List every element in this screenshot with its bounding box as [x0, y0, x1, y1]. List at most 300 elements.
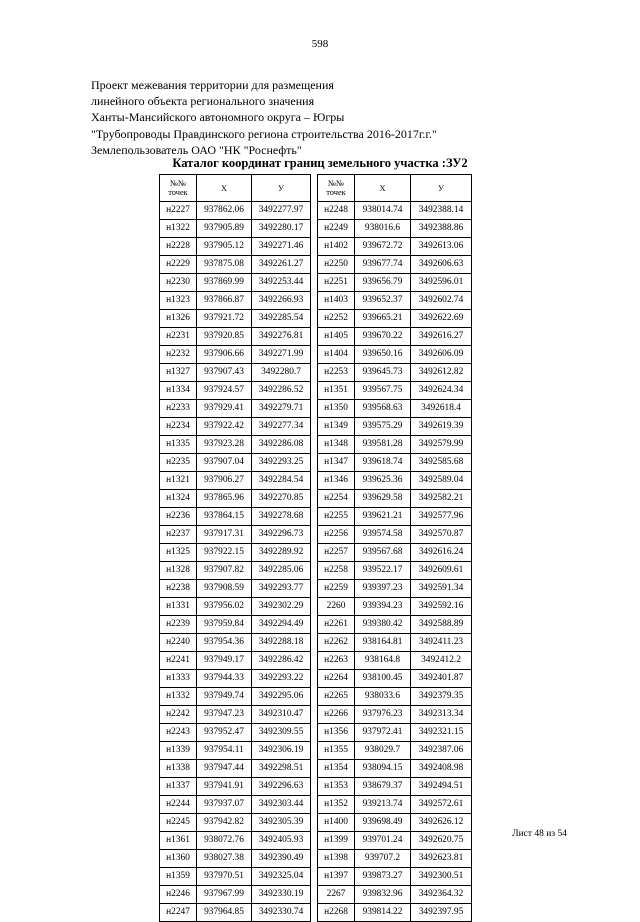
project-header: [91, 77, 437, 158]
x-coordinate-cell: 937949.74: [197, 688, 252, 706]
point-id-cell: н2264: [318, 670, 355, 688]
point-id-cell: н1400: [318, 814, 355, 832]
point-id-cell: 2267: [318, 886, 355, 904]
y-coordinate-cell: 3492294.49: [252, 616, 311, 634]
column-gap: [311, 796, 318, 814]
x-coordinate-cell: 937905.89: [197, 220, 252, 238]
x-coordinate-cell: 937907.82: [197, 562, 252, 580]
x-coordinate-cell: 937954.11: [197, 742, 252, 760]
table-row: [160, 616, 472, 634]
y-coordinate-cell: 3492596.01: [411, 274, 472, 292]
table-row: [160, 598, 472, 616]
x-coordinate-cell: 938094.15: [355, 760, 411, 778]
column-gap: [311, 778, 318, 796]
table-row: [160, 346, 472, 364]
y-coordinate-cell: 3492253.44: [252, 274, 311, 292]
x-coordinate-cell: 939873.27: [355, 868, 411, 886]
x-coordinate-cell: 939832.96: [355, 886, 411, 904]
table-row: [160, 382, 472, 400]
y-coordinate-cell: 3492277.97: [252, 202, 311, 220]
column-gap: [311, 346, 318, 364]
x-coordinate-cell: 938027.38: [197, 850, 252, 868]
point-id-cell: н2259: [318, 580, 355, 598]
x-coordinate-cell: 938033.6: [355, 688, 411, 706]
column-gap: [311, 850, 318, 868]
column-gap: [311, 364, 318, 382]
y-coordinate-cell: 3492572.61: [411, 796, 472, 814]
table-row: [160, 238, 472, 256]
point-id-cell: н1348: [318, 436, 355, 454]
y-coordinate-cell: 3492321.15: [411, 724, 472, 742]
point-id-cell: н1338: [160, 760, 197, 778]
page-number: 598: [311, 38, 329, 50]
point-id-cell: н1351: [318, 382, 355, 400]
point-id-cell: н2252: [318, 310, 355, 328]
point-id-cell: н1353: [318, 778, 355, 796]
point-id-cell: н2231: [160, 328, 197, 346]
point-id-cell: н2262: [318, 634, 355, 652]
x-coordinate-cell: 937907.04: [197, 454, 252, 472]
point-id-cell: н2238: [160, 580, 197, 598]
column-gap: [311, 382, 318, 400]
x-coordinate-cell: 939394.23: [355, 598, 411, 616]
x-coordinate-cell: 939677.74: [355, 256, 411, 274]
point-id-cell: н2248: [318, 202, 355, 220]
point-id-cell: н2244: [160, 796, 197, 814]
x-coordinate-cell: 937949.17: [197, 652, 252, 670]
header-line: линейного объекта регионального значения: [91, 94, 315, 109]
x-coordinate-cell: 938072.76: [197, 832, 252, 850]
x-coordinate-cell: 937970.51: [197, 868, 252, 886]
y-coordinate-cell: 3492390.49: [252, 850, 311, 868]
y-coordinate-cell: 3492279.71: [252, 400, 311, 418]
y-coordinate-cell: 3492286.52: [252, 382, 311, 400]
y-coordinate-cell: 3492286.08: [252, 436, 311, 454]
table-row: [160, 832, 472, 850]
table-row: [160, 328, 472, 346]
x-coordinate-cell: 937959.84: [197, 616, 252, 634]
point-id-cell: н2263: [318, 652, 355, 670]
y-coordinate-cell: 3492296.63: [252, 778, 311, 796]
x-coordinate-cell: 939698.49: [355, 814, 411, 832]
y-coordinate-cell: 3492397.95: [411, 904, 472, 922]
point-id-cell: н1403: [318, 292, 355, 310]
point-id-cell: н2251: [318, 274, 355, 292]
y-coordinate-cell: 3492271.46: [252, 238, 311, 256]
y-coordinate-cell: 3492313.34: [411, 706, 472, 724]
y-coordinate-cell: 3492293.77: [252, 580, 311, 598]
column-gap: [311, 688, 318, 706]
y-coordinate-cell: 3492606.09: [411, 346, 472, 364]
x-coordinate-cell: 939652.37: [355, 292, 411, 310]
x-coordinate-cell: 939656.79: [355, 274, 411, 292]
point-id-cell: н2247: [160, 904, 197, 922]
table-row: [160, 706, 472, 724]
x-coordinate-cell: 939574.58: [355, 526, 411, 544]
y-coordinate-cell: 3492592.16: [411, 598, 472, 616]
point-id-cell: н2240: [160, 634, 197, 652]
table-row: [160, 886, 472, 904]
x-coordinate-cell: 937967.99: [197, 886, 252, 904]
y-coordinate-cell: 3492296.73: [252, 526, 311, 544]
table-row: [160, 850, 472, 868]
x-coordinate-cell: 939645.73: [355, 364, 411, 382]
point-id-cell: н1350: [318, 400, 355, 418]
point-id-cell: н1333: [160, 670, 197, 688]
point-id-cell: н1327: [160, 364, 197, 382]
point-id-cell: н2265: [318, 688, 355, 706]
x-coordinate-cell: 939522.17: [355, 562, 411, 580]
point-id-cell: н2241: [160, 652, 197, 670]
point-id-cell: н2233: [160, 400, 197, 418]
x-coordinate-cell: 938016.6: [355, 220, 411, 238]
point-id-cell: н1326: [160, 310, 197, 328]
column-gap: [311, 634, 318, 652]
x-coordinate-cell: 939213.74: [355, 796, 411, 814]
y-coordinate-cell: 3492388.14: [411, 202, 472, 220]
x-coordinate-cell: 939568.63: [355, 400, 411, 418]
coordinates-table: [159, 174, 472, 922]
point-id-cell: н1405: [318, 328, 355, 346]
table-row: [160, 400, 472, 418]
point-id-cell: н2254: [318, 490, 355, 508]
point-id-cell: н2253: [318, 364, 355, 382]
column-gap: [311, 175, 318, 202]
table-row: [160, 418, 472, 436]
y-coordinate-cell: 3492388.86: [411, 220, 472, 238]
column-gap: [311, 490, 318, 508]
column-gap: [311, 652, 318, 670]
y-coordinate-cell: 3492616.24: [411, 544, 472, 562]
y-coordinate-cell: 3492624.34: [411, 382, 472, 400]
point-id-cell: н2236: [160, 508, 197, 526]
x-coordinate-cell: 939625.36: [355, 472, 411, 490]
point-number-header: №№ точек: [318, 175, 355, 202]
x-coordinate-cell: 937924.57: [197, 382, 252, 400]
y-coordinate-cell: 3492589.04: [411, 472, 472, 490]
y-coordinate-cell: 3492271.99: [252, 346, 311, 364]
column-gap: [311, 706, 318, 724]
y-coordinate-cell: 3492293.25: [252, 454, 311, 472]
point-id-cell: н2266: [318, 706, 355, 724]
y-coordinate-cell: 3492585.68: [411, 454, 472, 472]
column-gap: [311, 310, 318, 328]
point-id-cell: н1398: [318, 850, 355, 868]
column-gap: [311, 526, 318, 544]
y-coordinate-cell: 3492364.32: [411, 886, 472, 904]
x-coordinate-cell: 937906.27: [197, 472, 252, 490]
point-id-cell: н2232: [160, 346, 197, 364]
x-coordinate-cell: 937906.66: [197, 346, 252, 364]
y-coordinate-cell: 3492616.27: [411, 328, 472, 346]
x-coordinate-cell: 937908.59: [197, 580, 252, 598]
point-id-cell: н2237: [160, 526, 197, 544]
table-row: [160, 310, 472, 328]
point-id-cell: н1404: [318, 346, 355, 364]
y-coordinate-cell: 3492626.12: [411, 814, 472, 832]
table-row: [160, 742, 472, 760]
table-row: [160, 652, 472, 670]
y-coordinate-cell: 3492295.06: [252, 688, 311, 706]
x-coordinate-cell: 939380.42: [355, 616, 411, 634]
x-coordinate-cell: 937905.12: [197, 238, 252, 256]
point-id-cell: н2228: [160, 238, 197, 256]
point-id-cell: н2256: [318, 526, 355, 544]
table-row: [160, 580, 472, 598]
y-coordinate-cell: 3492620.75: [411, 832, 472, 850]
point-id-cell: н1352: [318, 796, 355, 814]
point-id-cell: н2239: [160, 616, 197, 634]
point-id-cell: н1356: [318, 724, 355, 742]
x-coordinate-cell: 939814.22: [355, 904, 411, 922]
y-coordinate-cell: 3492303.44: [252, 796, 311, 814]
y-coordinate-cell: 3492330.74: [252, 904, 311, 922]
column-gap: [311, 832, 318, 850]
y-coordinate-cell: 3492278.68: [252, 508, 311, 526]
table-row: [160, 364, 472, 382]
column-gap: [311, 616, 318, 634]
column-gap: [311, 400, 318, 418]
point-id-cell: н2242: [160, 706, 197, 724]
column-gap: [311, 562, 318, 580]
point-id-cell: н1339: [160, 742, 197, 760]
point-id-cell: н2268: [318, 904, 355, 922]
point-id-cell: н1361: [160, 832, 197, 850]
point-id-cell: н1331: [160, 598, 197, 616]
x-coordinate-cell: 939665.21: [355, 310, 411, 328]
point-id-cell: н1321: [160, 472, 197, 490]
x-coordinate-cell: 937907.43: [197, 364, 252, 382]
header-line: Ханты-Мансийского автономного округа – Югры: [91, 110, 345, 125]
x-coordinate-cell: 939650.16: [355, 346, 411, 364]
y-coordinate-cell: 3492412.2: [411, 652, 472, 670]
x-coordinate-cell: 937956.02: [197, 598, 252, 616]
column-gap: [311, 670, 318, 688]
header-line: Проект межевания территории для размещения: [91, 78, 334, 92]
y-coordinate-cell: 3492582.21: [411, 490, 472, 508]
column-gap: [311, 472, 318, 490]
x-coordinate-cell: 937941.91: [197, 778, 252, 796]
point-id-cell: н1402: [318, 238, 355, 256]
point-number-header: №№ точек: [160, 175, 197, 202]
column-gap: [311, 436, 318, 454]
y-coordinate-cell: 3492619.39: [411, 418, 472, 436]
x-coordinate-cell: 937937.07: [197, 796, 252, 814]
y-coordinate-cell: 3492613.06: [411, 238, 472, 256]
column-gap: [311, 742, 318, 760]
y-coordinate-cell: 3492602.74: [411, 292, 472, 310]
table-row: [160, 292, 472, 310]
column-gap: [311, 292, 318, 310]
x-coordinate-cell: 938164.8: [355, 652, 411, 670]
y-coordinate-cell: 3492293.22: [252, 670, 311, 688]
y-coordinate-cell: 3492285.06: [252, 562, 311, 580]
x-coordinate-cell: 939629.58: [355, 490, 411, 508]
y-coordinate-cell: 3492591.34: [411, 580, 472, 598]
x-coordinate-cell: 937917.31: [197, 526, 252, 544]
table-row: [160, 814, 472, 832]
catalog-title: Каталог координат границ земельного участка :ЗУ2: [172, 156, 468, 170]
table-row: [160, 778, 472, 796]
column-gap: [311, 886, 318, 904]
point-id-cell: н1328: [160, 562, 197, 580]
column-gap: [311, 904, 318, 922]
x-coordinate-cell: 937972.41: [355, 724, 411, 742]
x-coordinate-cell: 938014.74: [355, 202, 411, 220]
table-row: [160, 508, 472, 526]
point-id-cell: н1337: [160, 778, 197, 796]
point-id-cell: н1324: [160, 490, 197, 508]
y-header: У: [411, 175, 472, 202]
x-coordinate-cell: 939575.29: [355, 418, 411, 436]
y-coordinate-cell: 3492261.27: [252, 256, 311, 274]
x-coordinate-cell: 937947.23: [197, 706, 252, 724]
y-coordinate-cell: 3492606.63: [411, 256, 472, 274]
point-id-cell: н2234: [160, 418, 197, 436]
table-row: [160, 868, 472, 886]
header-line: Землепользователь ОАО "НК "Роснефть": [91, 142, 302, 157]
y-coordinate-cell: 3492298.51: [252, 760, 311, 778]
point-id-cell: н1360: [160, 850, 197, 868]
x-coordinate-cell: 937947.44: [197, 760, 252, 778]
point-id-cell: н2258: [318, 562, 355, 580]
x-coordinate-cell: 939670.22: [355, 328, 411, 346]
x-coordinate-cell: 939621.21: [355, 508, 411, 526]
point-id-cell: н2230: [160, 274, 197, 292]
y-coordinate-cell: 3492266.93: [252, 292, 311, 310]
y-coordinate-cell: 3492325.04: [252, 868, 311, 886]
y-coordinate-cell: 3492408.98: [411, 760, 472, 778]
point-id-cell: н1322: [160, 220, 197, 238]
y-coordinate-cell: 3492286.42: [252, 652, 311, 670]
y-coordinate-cell: 3492289.92: [252, 544, 311, 562]
table-body: [160, 202, 472, 922]
x-coordinate-cell: 939567.75: [355, 382, 411, 400]
point-id-cell: н1355: [318, 742, 355, 760]
table-row: [160, 904, 472, 922]
x-coordinate-cell: 937923.28: [197, 436, 252, 454]
y-coordinate-cell: 3492618.4: [411, 400, 472, 418]
column-gap: [311, 202, 318, 220]
y-coordinate-cell: 3492306.19: [252, 742, 311, 760]
x-coordinate-cell: 937865.96: [197, 490, 252, 508]
point-id-cell: н2245: [160, 814, 197, 832]
y-coordinate-cell: 3492411.23: [411, 634, 472, 652]
x-coordinate-cell: 937942.82: [197, 814, 252, 832]
point-id-cell: 2260: [318, 598, 355, 616]
x-coordinate-cell: 939707.2: [355, 850, 411, 868]
table-row: [160, 274, 472, 292]
table-row: [160, 256, 472, 274]
x-coordinate-cell: 937866.87: [197, 292, 252, 310]
x-coordinate-cell: 937921.72: [197, 310, 252, 328]
point-id-cell: н2243: [160, 724, 197, 742]
column-gap: [311, 256, 318, 274]
table-row: [160, 724, 472, 742]
x-coordinate-cell: 938164.81: [355, 634, 411, 652]
point-id-cell: н2227: [160, 202, 197, 220]
table-row: [160, 472, 472, 490]
y-coordinate-cell: 3492622.69: [411, 310, 472, 328]
x-coordinate-cell: 939701.24: [355, 832, 411, 850]
x-coordinate-cell: 937929.41: [197, 400, 252, 418]
x-coordinate-cell: 937944.33: [197, 670, 252, 688]
table-row: [160, 544, 472, 562]
y-coordinate-cell: 3492288.18: [252, 634, 311, 652]
y-coordinate-cell: 3492401.87: [411, 670, 472, 688]
x-header: X: [355, 175, 411, 202]
x-coordinate-cell: 938679.37: [355, 778, 411, 796]
table-row: [160, 220, 472, 238]
y-coordinate-cell: 3492280.7: [252, 364, 311, 382]
column-gap: [311, 544, 318, 562]
point-id-cell: н2235: [160, 454, 197, 472]
y-coordinate-cell: 3492280.17: [252, 220, 311, 238]
x-coordinate-cell: 937864.15: [197, 508, 252, 526]
sheet-number: Лист 48 из 54: [512, 829, 567, 839]
point-id-cell: н2250: [318, 256, 355, 274]
point-id-cell: н2261: [318, 616, 355, 634]
table-row: [160, 454, 472, 472]
x-coordinate-cell: 939672.72: [355, 238, 411, 256]
table-row: [160, 490, 472, 508]
point-id-cell: н1397: [318, 868, 355, 886]
table-header-row: [160, 175, 472, 202]
point-id-cell: н2255: [318, 508, 355, 526]
point-id-cell: н2257: [318, 544, 355, 562]
y-coordinate-cell: 3492612.82: [411, 364, 472, 382]
column-gap: [311, 814, 318, 832]
x-coordinate-cell: 938100.45: [355, 670, 411, 688]
y-coordinate-cell: 3492276.81: [252, 328, 311, 346]
y-coordinate-cell: 3492277.34: [252, 418, 311, 436]
x-header: X: [197, 175, 252, 202]
x-coordinate-cell: 937952.47: [197, 724, 252, 742]
x-coordinate-cell: 937976.23: [355, 706, 411, 724]
x-coordinate-cell: 939618.74: [355, 454, 411, 472]
point-id-cell: н2249: [318, 220, 355, 238]
y-coordinate-cell: 3492310.47: [252, 706, 311, 724]
column-gap: [311, 274, 318, 292]
y-coordinate-cell: 3492330.19: [252, 886, 311, 904]
x-coordinate-cell: 937875.08: [197, 256, 252, 274]
column-gap: [311, 760, 318, 778]
table-row: [160, 760, 472, 778]
y-coordinate-cell: 3492579.99: [411, 436, 472, 454]
point-id-cell: н1335: [160, 436, 197, 454]
column-gap: [311, 454, 318, 472]
y-coordinate-cell: 3492609.61: [411, 562, 472, 580]
point-id-cell: н1359: [160, 868, 197, 886]
y-header: У: [252, 175, 311, 202]
table-row: [160, 526, 472, 544]
point-id-cell: н1334: [160, 382, 197, 400]
point-id-cell: н1354: [318, 760, 355, 778]
x-coordinate-cell: 937862.06: [197, 202, 252, 220]
y-coordinate-cell: 3492300.51: [411, 868, 472, 886]
y-coordinate-cell: 3492623.81: [411, 850, 472, 868]
x-coordinate-cell: 937922.42: [197, 418, 252, 436]
x-coordinate-cell: 937954.36: [197, 634, 252, 652]
y-coordinate-cell: 3492379.35: [411, 688, 472, 706]
header-line: "Трубопроводы Правдинского региона строительства 2016-2017г.г.": [91, 126, 437, 141]
column-gap: [311, 418, 318, 436]
column-gap: [311, 868, 318, 886]
point-id-cell: н1347: [318, 454, 355, 472]
x-coordinate-cell: 937920.85: [197, 328, 252, 346]
table-row: [160, 202, 472, 220]
column-gap: [311, 328, 318, 346]
